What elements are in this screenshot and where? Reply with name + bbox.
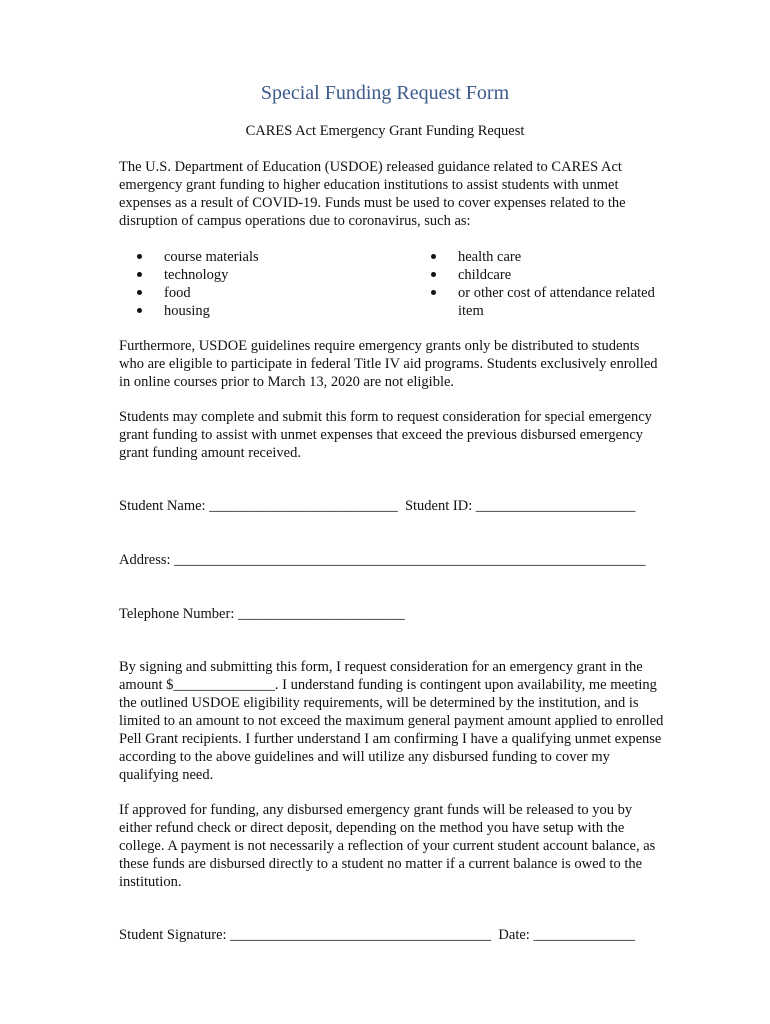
consent-text-end: . I understand funding is contingent upon availability, me meeting the outlined USDOE eligibility requirements, will be determined by the institution, and is limited to an amount to not exceed the maximum general payment amount applied to enrolled Pell Grant recipients. I further understand I am confirming I have a qualifying unmet expense according to the above guidelines and will utilize any disbursed funding to cover my qualifying need. (119, 677, 664, 783)
address-label: Address: (119, 552, 171, 568)
students-note-paragraph: Students may complete and submit this form to request consideration for special emergency grant funding to assist with unmet expenses that exceed the previous disbursed emergency grant funding amount received. (119, 409, 652, 461)
telephone-row (119, 605, 405, 623)
student-name-label: Student Name: (119, 498, 206, 514)
telephone-label: Telephone Number: (119, 606, 235, 622)
signature-label: Student Signature: (119, 927, 227, 943)
list-item: technology (136, 266, 416, 284)
eligibility-paragraph: Furthermore, USDOE guidelines require emergency grants only be distributed to students who are eligible to participate in federal Title IV aid programs. Students exclusively enrolled in online courses prior to March 13, 2020 are not eligible. (119, 338, 658, 390)
approval-paragraph: If approved for funding, any disbursed emergency grant funds will be released to you by either refund check or direct deposit, depending on the method you have setup with the college. A payment is not necessarily a reflection of your current student account balance, as these funds are disbursed directly to a student no matter if a current balance is owed to the institution. (119, 802, 656, 890)
grant-amount-field[interactable]: ______________ (173, 677, 275, 693)
student-id-field[interactable]: ______________________ (475, 498, 636, 514)
intro-paragraph: The U.S. Department of Education (USDOE) released guidance related to CARES Act emergency grant funding to higher education institutions to assist students with unmet expenses as a result of COVID-19. Funds must be used to cover expenses related to the disruption of campus operations due to coronavirus, such as: (119, 159, 626, 229)
list-item: housing (136, 302, 416, 320)
list-item: course materials (136, 248, 416, 266)
consent-text-start: By signing and submitting this form, I request consideration for an emergency grant in the amount $ (119, 659, 643, 693)
date-field[interactable]: ______________ (533, 927, 635, 943)
list-item: food (136, 284, 416, 302)
date-label: Date: (498, 927, 530, 943)
address-field[interactable]: _________________________________________________________________ (174, 552, 646, 568)
expense-list-right (430, 248, 660, 320)
student-name-field[interactable]: __________________________ (209, 498, 398, 514)
student-id-label: Student ID: (404, 498, 473, 514)
signature-row (119, 926, 635, 944)
consent-paragraph (119, 658, 667, 784)
expense-list-left (136, 248, 416, 320)
page-title: Special Funding Request Form (260, 82, 510, 104)
name-id-row (119, 497, 635, 515)
address-row (119, 551, 645, 569)
telephone-field[interactable]: _______________________ (237, 606, 405, 622)
list-item: or other cost of attendance related item (430, 284, 660, 320)
list-item: health care (430, 248, 660, 266)
page-subtitle: CARES Act Emergency Grant Funding Request (245, 123, 525, 139)
signature-field[interactable]: ____________________________________ (230, 927, 492, 943)
list-item: childcare (430, 266, 660, 284)
